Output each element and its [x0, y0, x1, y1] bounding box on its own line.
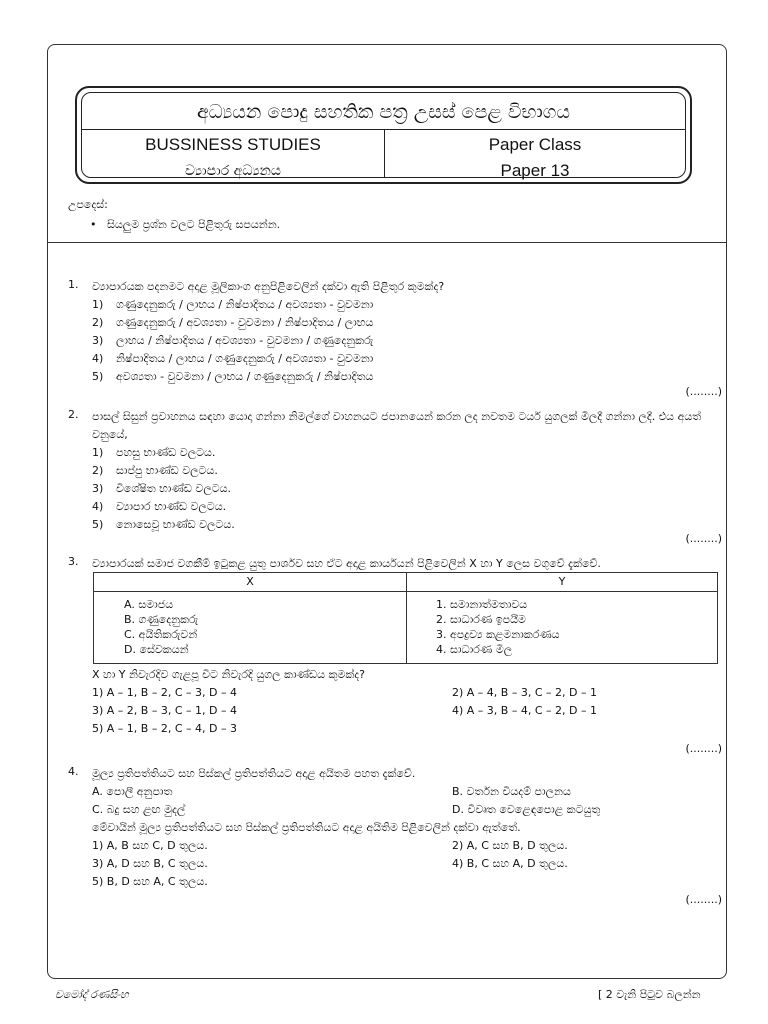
option: 5) B, D සහ A, C තුලය.: [92, 875, 208, 888]
option: 4) A – 3, B – 4, C – 2, D – 1: [452, 704, 597, 717]
section-divider: [47, 242, 727, 243]
option: 4) නිෂ්පාදිතය / ලාභය / ගණුදෙනුකරු / අවශ්‍යතා - වුවමනා: [92, 352, 374, 365]
option: 1) පහසු භාණ්ඩ වලටය.: [92, 446, 216, 459]
option-row: [92, 684, 718, 702]
question-subtext: මේවායින් මූල්‍ය ප්‍රතිපත්තියට සහ පිස්කල් ප්‍රතිපත්තියට අදාළ අයිතිම පිළිවෙලින් දක්වා ඇත්තේ.: [92, 821, 521, 834]
question-text: පාසල් සිසුන් ප්‍රවාහනය සඳහා යොදා ගන්නා නිමල්ගේ වාහනයට ජපානයෙන් කරන ලද නවතම ටයර් යුගලක් මිලදී ගන්නා ලදී. එය අයත් වනුයේ,: [92, 410, 702, 441]
option-row: [92, 702, 718, 720]
answer-mark-3: (........): [685, 742, 722, 755]
question-text: මූල්‍ය ප්‍රතිපත්තියට සහ පිස්කල් ප්‍රතිපත්තියට අදාළ අයිතම පහත දැක්වේ.: [92, 767, 416, 780]
table-cell: 1. සමානාත්මතාවය: [436, 598, 528, 611]
option: 1) A – 1, B – 2, C – 3, D – 4: [92, 686, 237, 699]
column-y-header: Y: [558, 575, 566, 588]
instruction-item: • සියලුම ප්‍රශ්න වලට පිළිතුරු සපයන්න.: [90, 218, 281, 231]
item-row: [92, 783, 718, 801]
option: 1) A, B සහ C, D තුලය.: [92, 839, 208, 852]
question-1: [68, 278, 718, 386]
option-row: [92, 873, 718, 891]
subject-sinhala: ව්‍යාපාර අධ්‍යනය: [184, 163, 281, 179]
question-text: ව්‍යාපාරයක් සමාජ වගකීම් ඉටුකළ යුතු පාර්ශව සහ ඒට අදාළ කාර්යයන් පිළිවෙලින් X හා Y ලෙස වගුවේ දැක්වේ.: [92, 557, 601, 570]
question-number: 3.: [68, 555, 79, 568]
table-cell: D. සේවකයන්: [124, 643, 189, 656]
exam-title: අධ්‍යයන පොදු සහතික පත්‍ර උසස් පෙළ විභාගය: [196, 101, 571, 123]
matching-table: [93, 572, 718, 664]
question-4: [68, 765, 718, 891]
item-row: [92, 801, 718, 819]
option-row: [92, 855, 718, 873]
option: 3) ලාභය / නිෂ්පාදිතය / අවශ්‍යතා - වුවමනා / ගණුදෙනුකරු: [92, 334, 374, 347]
answer-mark-2: (........): [685, 532, 722, 545]
question-text: ව්‍යාපාරයක පදනමට අදාළ මූලිකාංග අනුපිළිවෙලින් දක්වා ඇති පිළිතුර කුමක්ද?: [92, 280, 445, 293]
item: C. බදු සහ ළඟ මුදල්: [92, 803, 186, 816]
paper-number: Paper 13: [500, 161, 570, 180]
option: 4) ව්‍යාපාර භාණ්ඩ වලටය.: [92, 500, 227, 513]
answer-mark-1: (........): [685, 385, 722, 398]
option: 3) විශේෂිත භාණ්ඩ වලටය.: [92, 482, 232, 495]
answer-mark-4: (........): [685, 893, 722, 906]
question-number: 2.: [68, 408, 79, 421]
item: B. වර්තන වියදම් පාලනය: [452, 785, 571, 798]
table-cell: 2. සාධාරණ ඉපයීම: [436, 613, 526, 626]
table-cell: A. සමාජය: [124, 598, 174, 611]
instruction-text: සියලුම ප්‍රශ්න වලට පිළිතුරු සපයන්න.: [106, 218, 281, 231]
question-3-answers: [68, 666, 718, 738]
option: 3) A – 2, B – 3, C – 1, D – 4: [92, 704, 237, 717]
option-row: [92, 720, 718, 738]
option: 3) A, D සහ B, C තුලය.: [92, 857, 208, 870]
exam-header: [75, 86, 692, 184]
item: A. පොලී අනුපාත: [92, 785, 173, 798]
question-2: [68, 408, 718, 534]
subject-english: BUSSINESS STUDIES: [145, 135, 321, 154]
option: 5) නොසෙවූ භාණ්ඩ වලටය.: [92, 518, 235, 531]
question-subtext: X හා Y නිවැරදිව ගැළපූ විට නිවැරදි යුගල කාණ්ඩය කුමක්ද?: [92, 668, 366, 681]
question-number: 1.: [68, 278, 79, 291]
table-cell: 4. සාධාරණ මිල: [436, 643, 513, 656]
option: 5) A – 1, B – 2, C – 4, D – 3: [92, 722, 237, 735]
table-cell: C. අයිතිකරුවන්: [124, 628, 198, 641]
instructions-label: උපදෙස්:: [68, 198, 108, 211]
option: 2) සාප්පු භාණ්ඩ වලටය.: [92, 464, 218, 477]
question-3: [68, 555, 718, 573]
item: D. විවෘත වෙළෙඳපොළ කටයුතු: [452, 803, 601, 816]
option: 2) ගණුදෙනුකරු / අවශ්‍යතා - වුවමනා / නිෂ්පාදිතය / ලාභය: [92, 316, 374, 329]
option-row: [92, 837, 718, 855]
table-cell: 3. අපද්‍රව්‍ය කළමනාකරණය: [436, 628, 560, 641]
footer-author: චමෝද් රණසිංහ: [55, 988, 129, 1001]
option: 5) අවශ්‍යතා - වුවමනා / ලාභය / ගණුදෙනුකරු / නිෂ්පාදිතය: [92, 370, 374, 383]
option: 1) ගණුදෙනුකරු / ලාභය / නිෂ්පාදිතය / අවශ්‍යතා - වුවමනා: [92, 298, 374, 311]
paper-class: Paper Class: [488, 135, 582, 154]
footer-next-page: [ 2 වැනි පිටුව බලන්න: [598, 988, 701, 1001]
header-inner-frame: [81, 92, 686, 178]
option: 4) B, C සහ A, D තුලය.: [452, 857, 568, 870]
question-number: 4.: [68, 765, 79, 778]
column-x-items: [124, 597, 198, 657]
option: 2) A, C සහ B, D තුලය.: [452, 839, 568, 852]
column-y-items: [436, 597, 560, 657]
column-x-header: X: [246, 575, 254, 588]
instructions: [68, 198, 280, 232]
option: 2) A – 4, B – 3, C – 2, D – 1: [452, 686, 597, 699]
table-cell: B. ගණුදෙනුකරු: [124, 613, 199, 626]
